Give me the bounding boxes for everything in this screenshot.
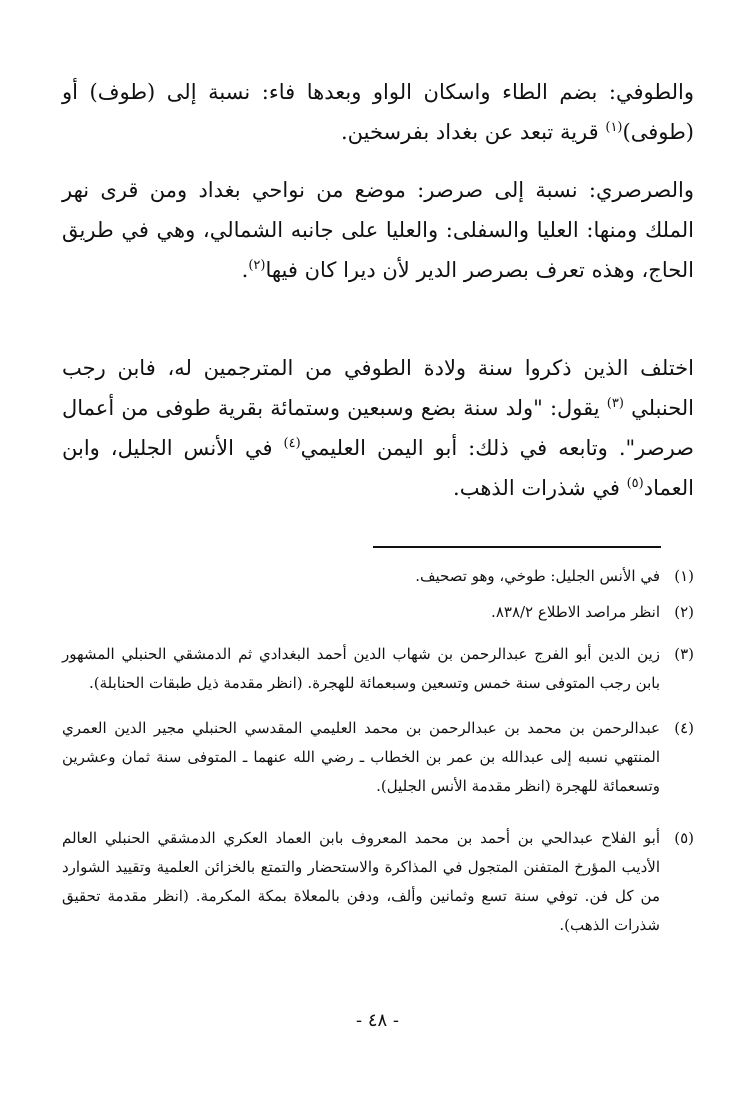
footnote-3: [62, 640, 694, 698]
footnote-1: [62, 562, 694, 591]
footnote-text: عبدالرحمن بن محمد بن عبدالرحمن بن محمد العليمي المقدسي الحنبلي مجير الدين العمري المنتهي نسبه إلى عبدالله بن عمر بن الخطاب ـ رضي الله عنهما ـ المتوفى سنة ثمان وعشرين وتسعمائة للهجرة (انظر مقدمة الأنس الجليل).: [62, 719, 660, 795]
footnote-5: [62, 824, 694, 940]
footnote-ref-5[interactable]: (٥): [626, 476, 644, 491]
footnote-text: انظر مراصد الاطلاع ٨٣٨/٢.: [491, 603, 660, 621]
page-number: - ٤٨ -: [356, 1010, 399, 1031]
footnote-ref-4[interactable]: (٤): [283, 436, 301, 451]
paragraph-birth: [62, 348, 694, 508]
footnote-text: أبو الفلاح عبدالحي بن أحمد بن محمد المعروف بابن العماد العكري الدمشقي الحنبلي العالم الأديب المؤرخ المتفنن المتجول في المذاكرة والاستحضار والتمتع بالخزائن العلمية وتقييد الشوارد من كل فن. توفي سنة تسع وثمانين وألف، ودفن بالمعلاة بمكة المكرمة. (انظر مقدمة تحقيق شذرات الذهب).: [62, 829, 660, 934]
footnote-separator: [373, 546, 661, 548]
footnote-number: (٥): [674, 829, 694, 847]
footnote-number: (٤): [674, 719, 694, 737]
footnote-number: (٣): [674, 645, 694, 663]
footnote-ref-3[interactable]: (٣): [606, 396, 624, 411]
paragraph-text: اختلف الذين ذكروا سنة ولادة الطوفي من المترجمين له، فابن رجب الحنبلي: [62, 356, 694, 420]
paragraph-text: في الأنس الجليل، وابن العماد: [62, 436, 694, 500]
footnote-number: (٢): [674, 603, 694, 621]
paragraph-text: في شذرات الذهب.: [453, 476, 627, 500]
paragraph-text: يقول: "ولد سنة بضع وسبعين وستمائة بقرية طوفى من أعمال صرصر". وتابعه في ذلك: أبو اليمن العليمي: [62, 396, 694, 460]
paragraph-sarsari-origin: [62, 170, 694, 290]
footnote-number: (١): [674, 567, 694, 585]
paragraph-text: قرية تبعد عن بغداد بفرسخين.: [341, 120, 606, 144]
footnote-ref-2[interactable]: (٢): [248, 258, 266, 273]
footnote-text: في الأنس الجليل: طوخي، وهو تصحيف.: [415, 567, 660, 585]
paragraph-text: والصرصري: نسبة إلى صرصر: موضع من نواحي بغداد ومن قرى نهر الملك ومنها: العليا والسفلى: والعليا على جانبه الشمالي، وهي في طريق الحاج، وهذه تعرف بصرصر الدير لأن ديرا كان فيها: [62, 178, 694, 282]
paragraph-text: والطوفي: بضم الطاء واسكان الواو وبعدها فاء: نسبة إلى (طوف) أو (طوفى): [62, 80, 694, 144]
footnote-2: [62, 598, 694, 627]
paragraph-text: .: [241, 258, 249, 282]
footnote-4: [62, 714, 694, 801]
footnote-ref-1[interactable]: (١): [605, 120, 623, 135]
paragraph-tufi-origin: [62, 72, 694, 152]
footnote-text: زين الدين أبو الفرج عبدالرحمن بن شهاب الدين أحمد البغدادي ثم الدمشقي الحنبلي المشهور بابن رجب المتوفى سنة خمس وتسعين وسبعمائة للهجرة. (انظر مقدمة ذيل طبقات الحنابلة).: [62, 645, 660, 692]
